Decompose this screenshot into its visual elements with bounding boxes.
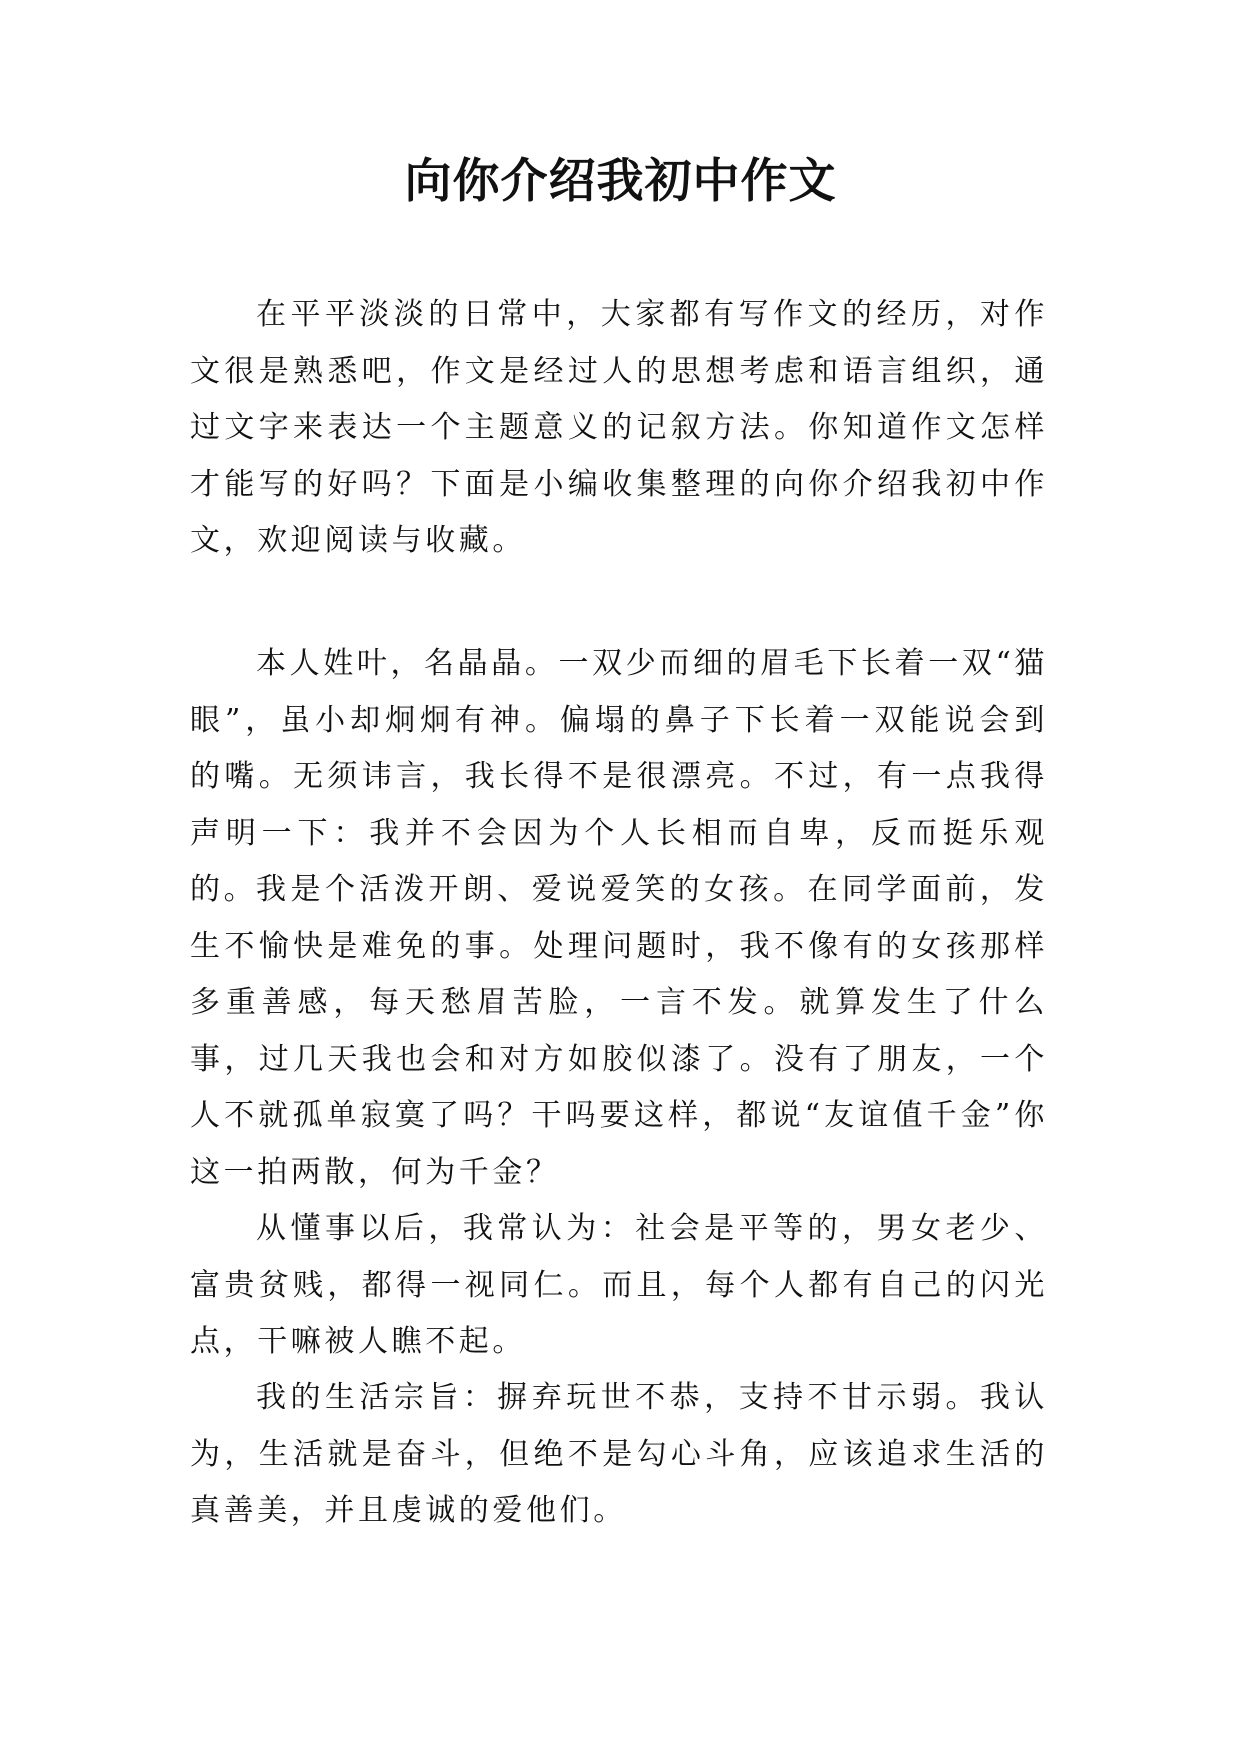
body-paragraph: 我是个活泼开朗、爱说爱笑的女孩。在同学面前，发生不愉快是难免的事。处理问题时，我不像有的女孩那样多重善感，每天愁眉苦脸，一言不发。就算发生了什么事，过几天我也会和对方如胶似漆了。没有了朋友，一个人不就孤单寂寞了吗？干吗要这样，都说“友谊值千金”你这一拍两散，何为千金？ xyxy=(190,872,1048,1190)
intro-paragraph: 在平平淡淡的日常中，大家都有写作文的经历，对作文很是熟悉吧，作文是经过人的思想考虑和语言组织，通过文字来表达一个主题意义的记叙方法。你知道作文怎样才能写的好吗？下面是小编收集整理的向你介绍我初中作文，欢迎阅读与收藏。 xyxy=(190,297,1048,558)
document-title: 向你介绍我初中作文 xyxy=(404,154,837,209)
body-paragraph: 从懂事以后，我常认为：社会是平等的，男女老少、富贵贫贱，都得一视同仁。而且，每个人都有自己的闪光点，干嘛被人瞧不起。 xyxy=(190,1211,1048,1359)
body-paragraph: 本人姓叶，名晶晶。一双少而细的眉毛下长着一双“猫眼”，虽小却炯炯有神。偏塌的鼻子下长着一双能说会到的嘴。无须讳言，我长得不是很漂亮。不过，有一点我得声明一下：我并不会因为个人长相而自卑，反而挺乐观的。 xyxy=(190,646,1048,907)
body-paragraph: 我的生活宗旨：摒弃玩世不恭，支持不甘示弱。我认为，生活就是奋斗，但绝不是勾心斗角，应该追求生活的真善美，并且虔诚的爱他们。 xyxy=(190,1380,1048,1528)
